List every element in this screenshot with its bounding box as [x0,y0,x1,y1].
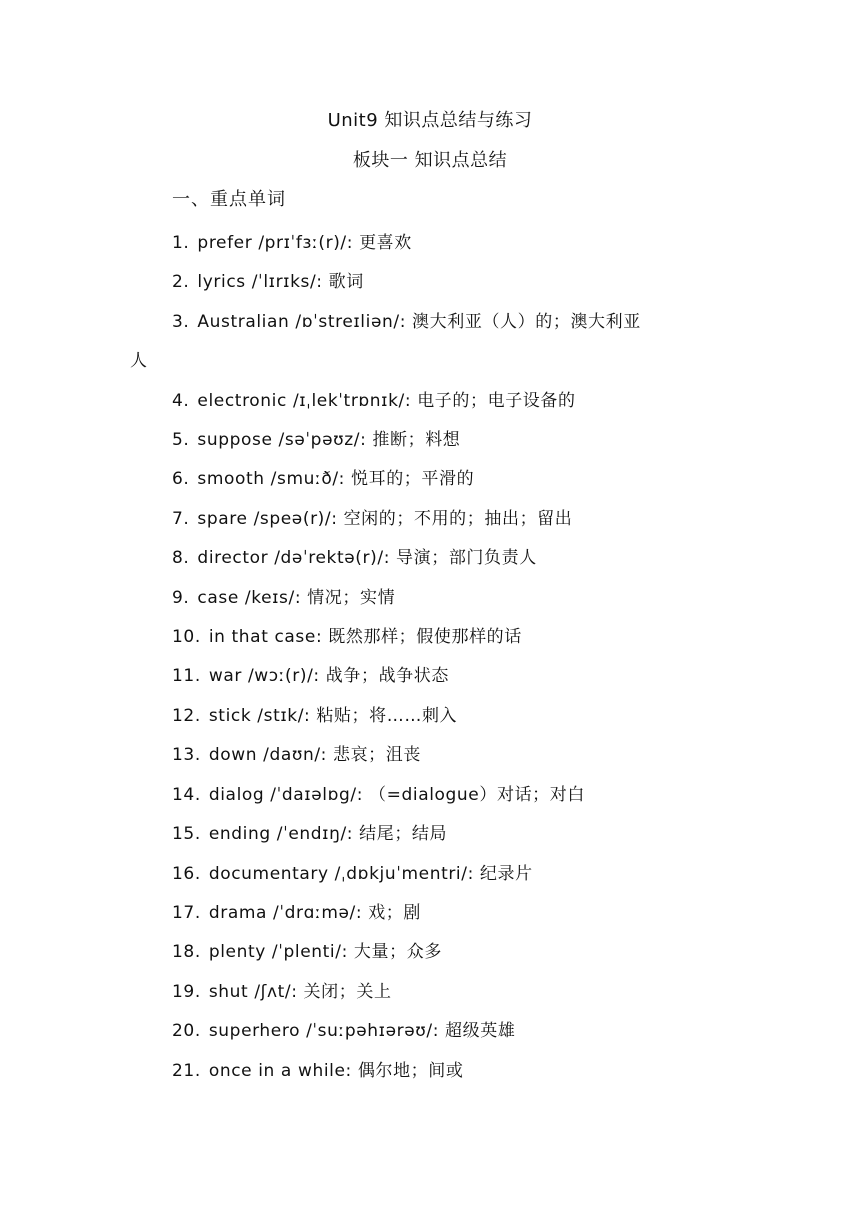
item-number: 9. [172,587,190,608]
item-entry: case /keɪs/: 情况；实情 [197,587,396,608]
item-number: 15. [172,824,201,845]
vocabulary-item [0,579,860,618]
item-number: 17. [172,902,201,923]
vocabulary-item [0,382,860,421]
vocabulary-item [0,657,860,696]
vocabulary-item [0,973,860,1012]
item-entry: smooth /smuːð/: 悦耳的；平滑的 [197,469,475,490]
item-number: 7. [172,508,190,529]
vocabulary-item [0,421,860,460]
document-subtitle: 板块一 知识点总结 [352,150,508,171]
item-number: 12. [172,705,201,726]
document-title: Unit9 知识点总结与练习 [327,110,533,131]
item-number: 1. [172,233,190,253]
vocabulary-item [0,815,860,854]
item-entry: war /wɔː(r)/: 战争；战争状态 [208,666,449,687]
item-number: 21. [172,1060,201,1081]
vocabulary-item [0,263,860,302]
item-number: 3. [172,311,190,332]
item-entry: documentary /ˌdɒkjuˈmentri/: 纪录片 [208,863,533,884]
vocabulary-item [0,855,860,894]
item-entry: suppose /səˈpəʊz/: 推断；料想 [197,430,461,451]
vocabulary-list [0,224,860,1091]
vocabulary-item [0,736,860,775]
vocabulary-item [0,303,860,382]
vocabulary-item [0,460,860,499]
item-entry: stick /stɪk/: 粘贴；将……刺入 [208,705,458,726]
item-number: 5. [172,430,190,451]
item-entry: ending /ˈendɪŋ/: 结尾；结局 [208,824,448,845]
vocabulary-item [0,500,860,539]
vocabulary-item [0,776,860,815]
item-entry: spare /speə(r)/: 空闲的；不用的；抽出；留出 [197,508,573,529]
item-entry: down /daʊn/: 悲哀；沮丧 [208,745,421,766]
vocabulary-item [0,697,860,736]
item-entry: superhero /ˈsuːpəhɪərəʊ/: 超级英雄 [208,1021,516,1042]
item-entry: prefer /prɪˈfɜː(r)/: 更喜欢 [197,233,412,253]
item-entry: drama /ˈdrɑːmə/: 戏；剧 [208,902,422,923]
vocabulary-item [0,1012,860,1051]
item-number: 18. [172,942,201,963]
section-heading: 一、重点单词 [172,189,286,210]
item-entry: plenty /ˈplenti/: 大量；众多 [208,942,442,963]
item-number: 20. [172,1021,201,1042]
item-number: 19. [172,981,201,1002]
vocabulary-item [0,894,860,933]
item-entry-continuation: 人 [130,351,148,372]
item-number: 16. [172,863,201,884]
item-entry: dialog /ˈdaɪəlɒg/: （=dialogue）对话；对白 [208,784,585,805]
item-number: 14. [172,784,201,805]
item-entry: lyrics /ˈlɪrɪks/: 歌词 [197,272,364,293]
item-entry: electronic /ɪˌlekˈtrɒnɪk/: 电子的；电子设备的 [197,390,576,411]
item-number: 11. [172,666,201,687]
vocabulary-item [0,539,860,578]
item-entry: once in a while: 偶尔地；间或 [208,1060,464,1081]
item-entry: director /dəˈrektə(r)/: 导演；部门负责人 [197,548,537,569]
vocabulary-item [0,933,860,972]
item-entry: Australian /ɒˈstreɪliən/: 澳大利亚（人）的；澳大利亚 [197,311,641,332]
item-number: 4. [172,390,190,411]
item-number: 8. [172,548,190,569]
vocabulary-item [0,1052,860,1091]
item-number: 10. [172,627,201,648]
item-entry: in that case: 既然那样；假使那样的话 [208,627,522,648]
item-number: 6. [172,469,190,490]
vocabulary-item [0,618,860,657]
item-number: 2. [172,272,190,293]
vocabulary-item [0,224,860,263]
item-number: 13. [172,745,201,766]
item-entry: shut /ʃʌt/: 关闭；关上 [208,981,392,1002]
